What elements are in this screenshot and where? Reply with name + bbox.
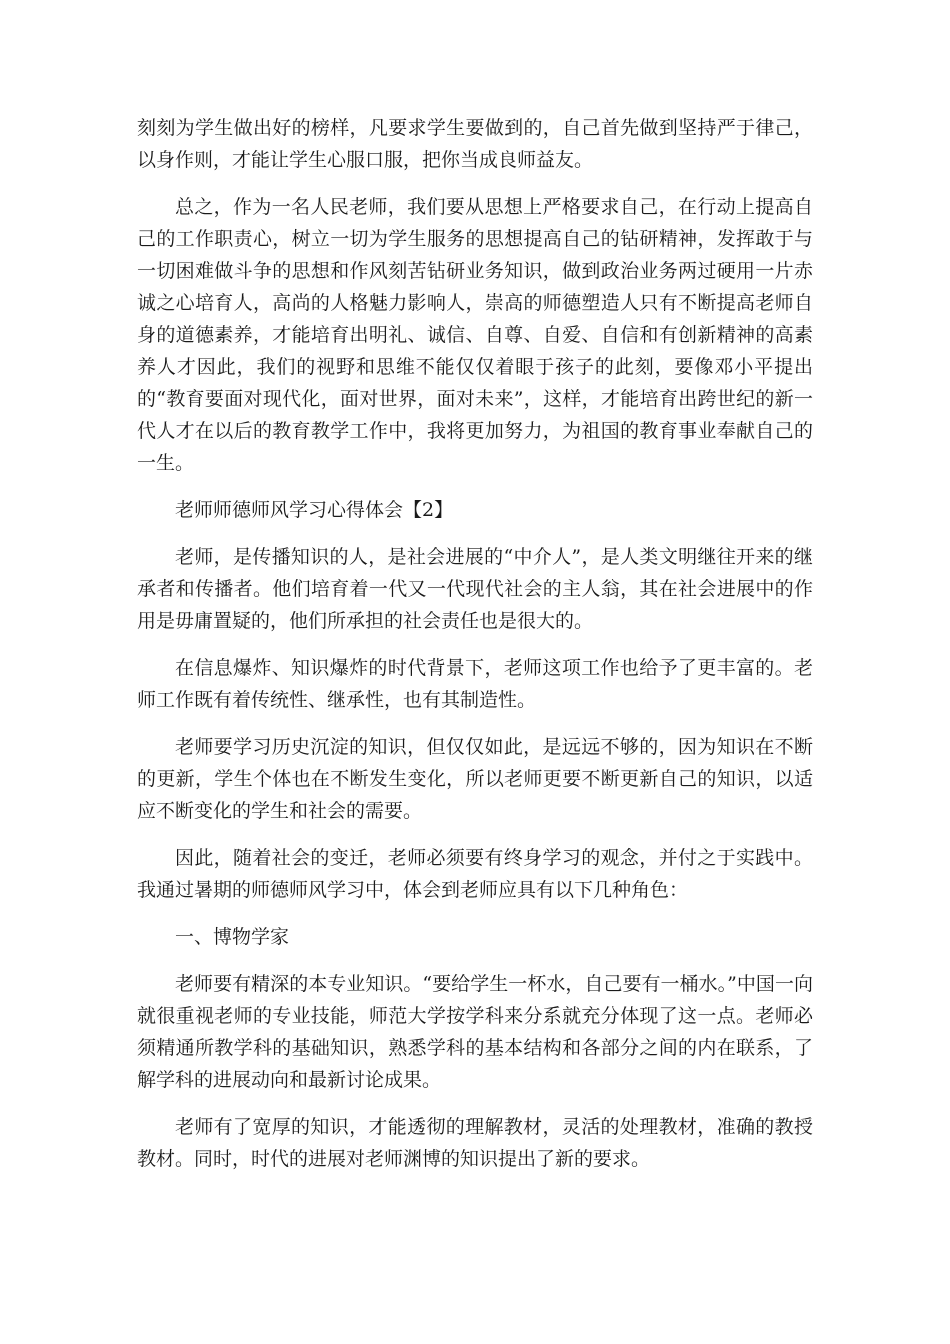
paragraph-2: 总之，作为一名人民老师，我们要从思想上严格要求自己，在行动上提高自己的工作职责心，树立一切为学生服务的思想提高自己的钻研精神，发挥敢于与一切困难做斗争的思想和作风刻苦钻研业务知识，做到政治业务两过硬用一片赤诚之心培育人，高尚的人格魅力影响人，崇高的师德塑造人只有不断提高老师自身的道德素养，才能培育出明礼、诚信、自尊、自爱、自信和有创新精神的高素养人才因此，我们的视野和思维不能仅仅着眼于孩子的此刻，要像邓小平提出的“教育要面对现代化，面对世界，面对未来”，这样，才能培育出跨世纪的新一代人才在以后的教育教学工作中，我将更加努力，为祖国的教育事业奉献自己的一生。	[137, 196, 813, 474]
paragraph-4: 在信息爆炸、知识爆炸的时代背景下，老师这项工作也给予了更丰富的。老师工作既有着传统性、继承性，也有其制造性。	[137, 657, 813, 711]
paragraph-8: 老师有了宽厚的知识，才能透彻的理解教材，灵活的处理教材，准确的教授教材。同时，时代的进展对老师渊博的知识提出了新的要求。	[137, 1116, 813, 1170]
subheading-1: 一、博物学家	[175, 926, 290, 948]
document-page	[137, 112, 813, 1190]
section-heading: 老师师德师风学习心得体会【2】	[175, 499, 454, 521]
paragraph-1: 刻刻为学生做出好的榜样，凡要求学生要做到的，自己首先做到坚持严于律己，以身作则，才能让学生心服口服，把你当成良师益友。	[137, 117, 813, 171]
paragraph-5: 老师要学习历史沉淀的知识，但仅仅如此，是远远不够的，因为知识在不断的更新，学生个体也在不断发生变化，所以老师更要不断更新自己的知识，以适应不断变化的学生和社会的需要。	[137, 736, 813, 822]
paragraph-7: 老师要有精深的本专业知识。“要给学生一杯水，自己要有一桶水。”中国一向就很重视老师的专业技能，师范大学按学科来分系就充分体现了这一点。老师必须精通所教学科的基础知识，熟悉学科的基本结构和各部分之间的内在联系，了解学科的进展动向和最新讨论成果。	[137, 973, 813, 1091]
paragraph-6: 因此，随着社会的变迁，老师必须要有终身学习的观念，并付之于实践中。我通过暑期的师德师风学习中，体会到老师应具有以下几种角色：	[137, 847, 813, 901]
paragraph-3: 老师，是传播知识的人，是社会进展的“中介人”，是人类文明继往开来的继承者和传播者。他们培育着一代又一代现代社会的主人翁，其在社会进展中的作用是毋庸置疑的，他们所承担的社会责任也是很大的。	[137, 546, 813, 632]
